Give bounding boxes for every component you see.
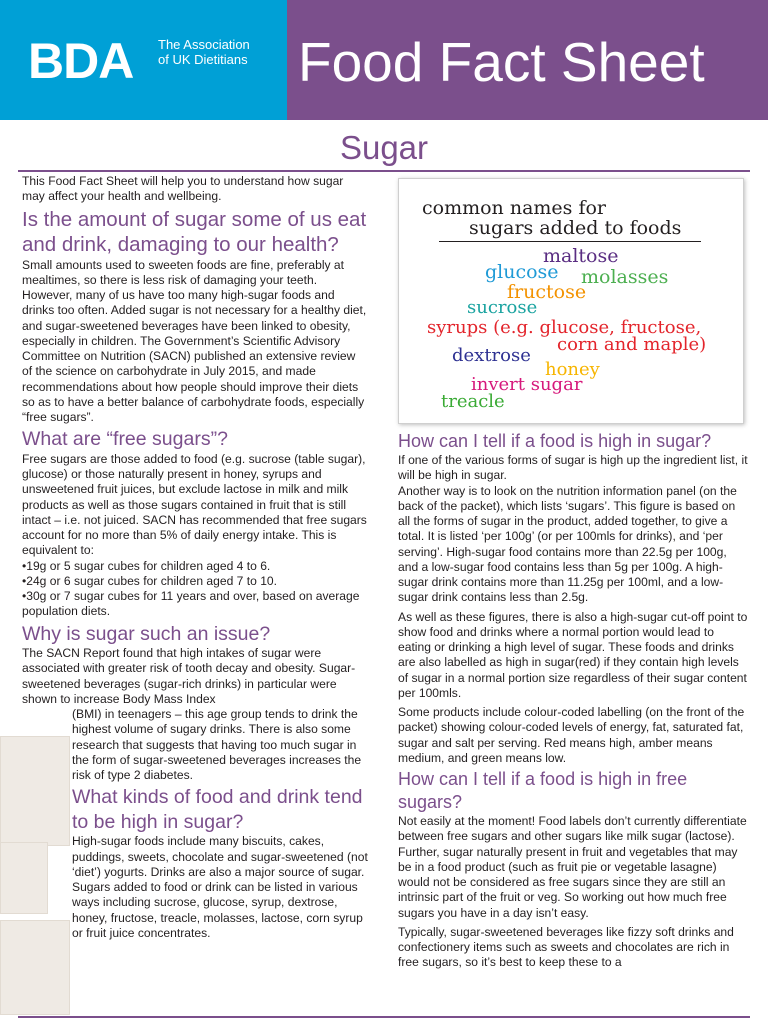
section-body-free-sugars-labels: Not easily at the moment! Food labels don’t currently differentiate between free sugars and other sugars like milk sugar (lactose). Further, sugar naturally present in fruit and vegetables that may be in a food product (such as fruit pie or vegetable lasagne) would not be considered as free sugars since they are still an intrinsic part of the fruit or veg. So working out how much free sugars you have in a day isn’t easy. bbox=[398, 814, 747, 920]
section-body-colour-coded-labelling: Some products include colour-coded labelling (on the front of the packet) showing colour-coded levels of energy, fat, saturated fat, sugar and salt per serving. Red means high, amber means medium, and green means low. bbox=[398, 705, 745, 765]
sugar-names-word-cloud bbox=[398, 178, 744, 424]
section-body-free-sugars: Free sugars are those added to food (e.g. sucrose (table sugar), glucose) or those naturally present in honey, syrups and unsweetened fruit juices, but exclude lactose in milk and milk products as well as those sugars contained in fruit that is still intact – i.e. not juiced. SACN has recommended that free sugars account for no more than 5% of daily energy intake. This is equivalent to: bbox=[22, 451, 367, 558]
left-column bbox=[22, 174, 368, 1009]
association-name bbox=[158, 37, 278, 67]
section-body-sugar-issue: The SACN Report found that high intakes of sugar were associated with greater risk of tooth decay and obesity. Sugar-sweetened beverages (sugar-rich drinks) in particular were shown to increase Body Mass Index bbox=[22, 646, 356, 706]
page-title: Sugar bbox=[339, 129, 429, 166]
sugar-word: treacle bbox=[441, 391, 505, 412]
list-item: • 19g or 5 sugar cubes for children aged 4 to 6. bbox=[22, 559, 368, 574]
bda-logo: BDA bbox=[28, 33, 134, 89]
sugar-word: dextrose bbox=[452, 345, 531, 366]
sugar-word: corn and maple) bbox=[557, 334, 707, 355]
free-sugar-limits-list bbox=[22, 559, 368, 620]
sheet-title: Food Fact Sheet bbox=[298, 31, 705, 93]
header-brand-panel bbox=[0, 0, 287, 120]
footer-divider bbox=[18, 1016, 750, 1018]
sugar-word: honey bbox=[545, 359, 600, 380]
title-divider bbox=[18, 170, 750, 172]
sugar-word: sucrose bbox=[467, 297, 538, 318]
section-body-sugar-damage: Small amounts used to sweeten foods are fine, preferably at mealtimes, so there is less risk of damaging your teeth. However, many of us have too many high-sugar foods and drinks too often. Added sugar is not necessary for a healthy diet, and sugar-sweetened beverages have been linked to obesity, especially in children. The Government’s Scientific Advisory Committee on Nutrition (SACN) published an extensive review of the science on carbohydrate in July 2015, and made recommendations about how people should improve their diets so as to have a better balance of carbohydrate foods, especially “free sugars”. bbox=[22, 257, 367, 424]
association-line-2: of UK Dietitians bbox=[158, 52, 248, 67]
sugar-word: fructose bbox=[507, 281, 587, 303]
section-body-free-sugars-sources: Typically, sugar-sweetened beverages like fizzy soft drinks and confectionery items such as sweets and chocolates are rich in free sugars, so it’s best to keep these to a bbox=[398, 924, 734, 970]
list-item: • 30g or 7 sugar cubes for 11 years and over, based on average population diets. bbox=[22, 589, 368, 620]
sugar-word: molasses bbox=[581, 266, 669, 288]
section-heading-sugar-damage: Is the amount of sugar some of us eat and drink, damaging to our health? bbox=[22, 207, 367, 256]
right-text-flow bbox=[398, 428, 750, 971]
section-body-high-sugar-foods: High-sugar foods include many biscuits, cakes, puddings, sweets, chocolate and sugar-sweetened (not ‘diet’) yogurts. Drinks are also a major source of sugar. Sugars added to food or drink can be listed in various ways including sucrose, glucose, syrup, dextrose, honey, fructose, treacle, molasses, lactose, corn syrup or fruit juice concentrates. bbox=[72, 834, 368, 940]
section-heading-high-sugar-foods: What kinds of food and drink tend to be high in sugar? bbox=[72, 786, 363, 833]
association-line-1: The Association bbox=[158, 37, 250, 52]
section-body-cut-off-point: As well as these figures, there is also a high-sugar cut-off point to show food and drinks where a normal portion would lead to eating or drinking a high level of sugar. These foods and drinks are also labelled as high in sugar(red) if they contain high levels of sugar in a normal portion size regardless of their sugar content per 100mls. bbox=[398, 609, 748, 700]
list-item: • 24g or 6 sugar cubes for children aged 7 to 10. bbox=[22, 574, 368, 589]
section-heading-tell-high-sugar: How can I tell if a food is high in sugar? bbox=[398, 431, 712, 451]
sugar-word: glucose bbox=[485, 261, 559, 283]
intro-text: This Food Fact Sheet will help you to understand how sugar may affect your health and wellbeing. bbox=[22, 174, 344, 204]
section-heading-tell-free-sugars: How can I tell if a food is high in free sugars? bbox=[398, 769, 688, 812]
sugar-word: syrups (e.g. glucose, fructose, bbox=[427, 317, 702, 338]
sugar-word: maltose bbox=[543, 245, 619, 267]
section-body-sugar-issue-continued: (BMI) in teenagers – this age group tends to drink the highest volume of sugary drinks. There is also some research that suggests that having too much sugar in the form of sugar-sweetened beverages increases the risk of type 2 diabetes. bbox=[72, 707, 362, 782]
section-heading-free-sugars: What are “free sugars”? bbox=[22, 428, 228, 451]
right-column bbox=[398, 178, 750, 1013]
section-body-nutrition-panel: Another way is to look on the nutrition information panel (on the back of the packet), which lists ‘sugars’. This figure is based on all the forms of sugar in the product, added together, to give a total. It is listed ‘per 100g’ (or per 100mls for drinks), and ‘per serving’. High-sugar food contains more than 22.5g per 100g, and a low-sugar food contains less than 5g per 100g. A high-sugar drink contains more than 11.25g per 100ml, and a low-sugar drink contains less than 2.5g. bbox=[398, 483, 737, 605]
word-cloud-underline bbox=[439, 241, 701, 242]
section-heading-sugar-issue: Why is sugar such an issue? bbox=[22, 622, 271, 645]
word-cloud-heading-line-2: sugars added to foods bbox=[469, 217, 682, 239]
word-cloud-heading-line-1: common names for bbox=[422, 197, 606, 219]
section-body-ingredient-list: If one of the various forms of sugar is high up the ingredient list, it will be high in sugar. bbox=[398, 453, 748, 483]
sugar-word: invert sugar bbox=[471, 374, 583, 395]
